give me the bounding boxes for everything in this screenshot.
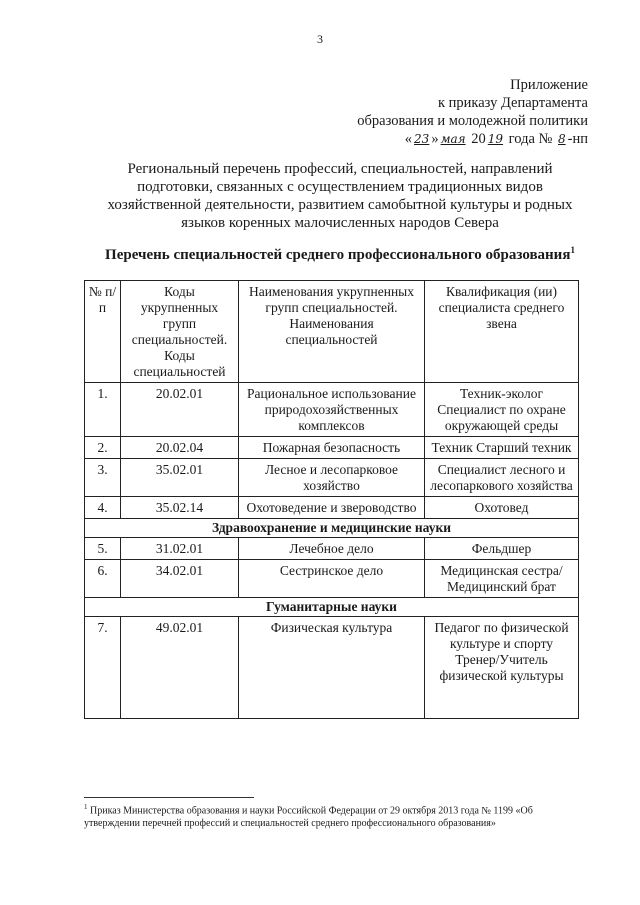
year-word: года № <box>508 131 553 147</box>
row-code: 20.02.04 <box>121 437 239 459</box>
row-qualification: Специалист лесного и лесопаркового хозяйства <box>425 459 579 497</box>
header-codes: Коды укрупненных групп специальностей. Коды специальностей <box>121 281 239 383</box>
row-code: 20.02.01 <box>121 383 239 437</box>
header-names: Наименования укрупненных групп специальностей. Наименования специальностей <box>239 281 425 383</box>
row-qualification: Фельдшер <box>425 538 579 560</box>
row-name: Охотоведение и звероводство <box>239 497 425 519</box>
row-qualification: Педагог по физической культуре и спорту Тренер/Учитель физической культуры <box>425 617 579 719</box>
order-number: 8 <box>558 132 566 146</box>
date-month: мая <box>440 132 466 146</box>
page-number: 3 <box>317 32 323 46</box>
document-title: Региональный перечень профессий, специальностей, направлений подготовки, связанных с осуществлением традиционных видов хозяйственной деятельности, развитием самобытной культуры и родных языков коренных малочисленных народов Севера <box>107 161 573 231</box>
row-code: 35.02.14 <box>121 497 239 519</box>
table-row <box>85 538 579 560</box>
row-number: 5. <box>85 538 121 560</box>
table-row <box>85 383 579 437</box>
row-name: Пожарная безопасность <box>239 437 425 459</box>
row-qualification: Охотовед <box>425 497 579 519</box>
footnote-divider <box>84 797 254 798</box>
date-open-quote: « <box>404 131 413 147</box>
row-code: 34.02.01 <box>121 560 239 598</box>
row-qualification: Техник Старший техник <box>425 437 579 459</box>
appendix-title: Приложение <box>510 77 588 93</box>
row-number: 7. <box>85 617 121 719</box>
row-code: 35.02.01 <box>121 459 239 497</box>
row-number: 1. <box>85 383 121 437</box>
footnote-marker: 1 <box>570 245 575 255</box>
row-number: 4. <box>85 497 121 519</box>
footnote-mark: 1 <box>84 803 88 811</box>
row-code: 49.02.01 <box>121 617 239 719</box>
row-name: Сестринское дело <box>239 560 425 598</box>
row-number: 3. <box>85 459 121 497</box>
row-name: Лечебное дело <box>239 538 425 560</box>
footnote <box>84 801 584 830</box>
date-day: 23 <box>414 132 430 146</box>
header-number: № п/п <box>85 281 121 383</box>
specialties-table <box>84 280 579 719</box>
row-code: 31.02.01 <box>121 538 239 560</box>
section-title-text: Перечень специальностей среднего профессионального образования <box>105 247 571 263</box>
group-heading-humanities: Гуманитарные науки <box>85 598 579 617</box>
row-number: 2. <box>85 437 121 459</box>
appendix-header <box>288 76 588 148</box>
group-row-humanities <box>85 598 579 617</box>
row-qualification: Медицинская сестра/ Медицинский брат <box>425 560 579 598</box>
appendix-line-department: образования и молодежной политики <box>357 113 588 129</box>
row-name: Лесное и лесопарковое хозяйство <box>239 459 425 497</box>
appendix-date-line <box>288 130 588 148</box>
group-heading-health: Здравоохранение и медицинские науки <box>85 519 579 538</box>
header-qualification: Квалификация (ии) специалиста среднего звена <box>425 281 579 383</box>
row-name: Физическая культура <box>239 617 425 719</box>
footnote-text: Приказ Министерства образования и науки Российской Федерации от 29 октября 2013 года № 1199 «Об утверждении перечней профессий и специальностей среднего профессионального образования» <box>84 805 533 830</box>
table-row <box>85 459 579 497</box>
row-qualification: Техник-эколог Специалист по охране окружающей среды <box>425 383 579 437</box>
table-row <box>85 617 579 719</box>
group-row-health <box>85 519 579 538</box>
table-row <box>85 497 579 519</box>
table-header-row <box>85 281 579 383</box>
order-suffix: -нп <box>567 131 588 147</box>
table-row <box>85 560 579 598</box>
appendix-line-order: к приказу Департамента <box>437 95 588 111</box>
row-name: Рациональное использование природохозяйственных комплексов <box>239 383 425 437</box>
row-number: 6. <box>85 560 121 598</box>
date-close-quote: » <box>431 131 439 147</box>
year-prefix: 20 <box>471 131 486 147</box>
table-row <box>85 437 579 459</box>
year-suffix: 19 <box>487 132 504 146</box>
section-title <box>90 245 590 264</box>
